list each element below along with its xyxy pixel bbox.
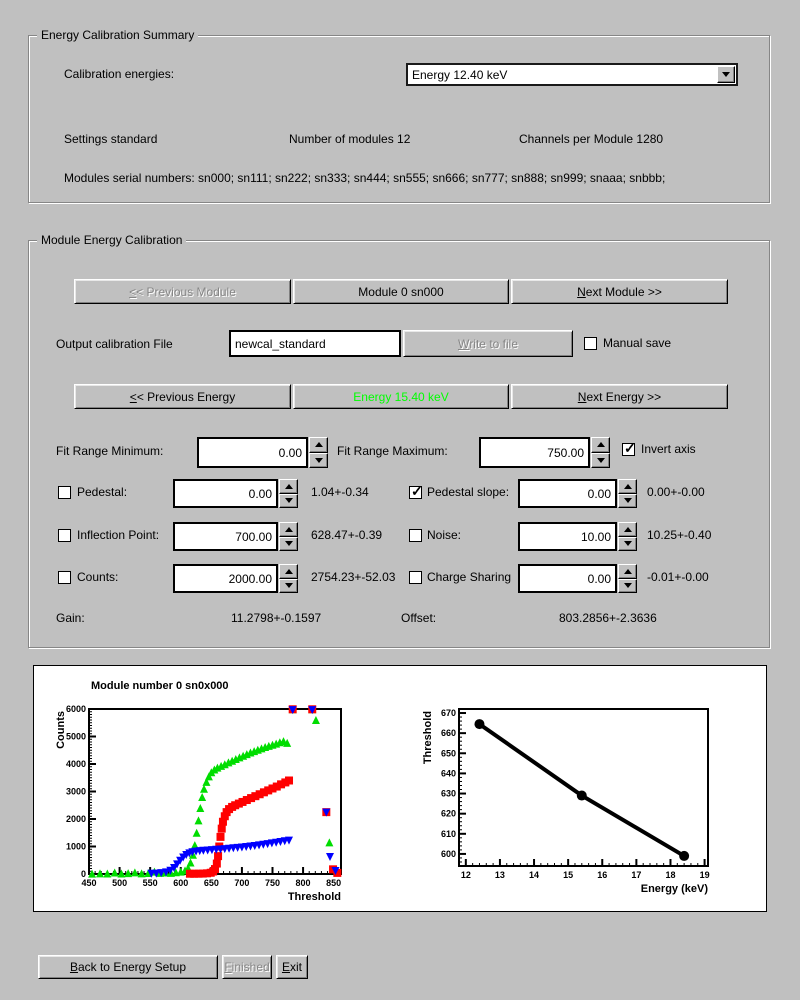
group-title: Module Energy Calibration	[37, 233, 186, 248]
pedestal-spin-up-button[interactable]	[279, 479, 298, 494]
fit-min-spin-up-button[interactable]	[309, 437, 328, 453]
counts-fit-result: 2754.23+-52.03	[311, 570, 396, 584]
pedestal-spinbox[interactable]	[173, 479, 298, 508]
fit-range-maximum-spinbox[interactable]	[479, 437, 610, 468]
svg-text:610: 610	[440, 828, 456, 839]
noise-spinbox[interactable]	[518, 522, 637, 551]
module-energy-calibration-group	[28, 233, 770, 648]
triangle-down-icon	[597, 458, 605, 463]
triangle-up-icon	[285, 527, 293, 532]
svg-text:850: 850	[326, 878, 342, 888]
scan-curves-chart	[52, 692, 382, 906]
previous-module-button[interactable]: < < Previous Module	[74, 279, 291, 304]
output-file-label: Output calibration File	[56, 337, 173, 351]
charge-sharing-value[interactable]: 0.00	[518, 564, 617, 593]
dropdown-arrow-button[interactable]	[717, 66, 735, 83]
calibration-line-chart	[419, 692, 749, 906]
inflection-point-label: Inflection Point:	[77, 528, 160, 542]
charge-sharing-label: Charge Sharing	[427, 570, 512, 584]
svg-text:450: 450	[81, 878, 97, 888]
triangle-up-icon	[624, 484, 632, 489]
pedestal-spin-down-button[interactable]	[279, 494, 298, 509]
triangle-up-icon	[597, 442, 605, 447]
spin-arrows	[279, 479, 298, 508]
scan-chart-title: Module number 0 sn0x000	[91, 680, 229, 692]
pedestal-checkbox[interactable]	[58, 486, 71, 499]
svg-text:0: 0	[80, 869, 86, 879]
svg-text:5000: 5000	[65, 731, 86, 742]
calibration-energies-label: Calibration energies:	[64, 67, 175, 81]
pedestal-slope-label: Pedestal slope:	[427, 485, 510, 499]
pedestal-slope-spinbox[interactable]	[518, 479, 637, 508]
gain-value: 11.2798+-0.1597	[231, 611, 322, 625]
noise-checkbox[interactable]	[409, 529, 422, 542]
charge-sharing-spinbox[interactable]	[518, 564, 637, 593]
charge-sharing-checkbox[interactable]	[409, 571, 422, 584]
pedestal-slope-value[interactable]: 0.00	[518, 479, 617, 508]
spin-arrows	[279, 564, 298, 593]
spin-arrows	[618, 522, 637, 551]
fit-max-spin-down-button[interactable]	[591, 453, 610, 469]
output-file-input[interactable]	[229, 330, 401, 357]
modules-count-label: Number of modules 12	[289, 132, 411, 146]
svg-text:19: 19	[699, 870, 710, 880]
current-module-button[interactable]: Module 0 sn000	[293, 279, 509, 304]
svg-text:650: 650	[440, 748, 456, 759]
inflection-point-checkbox[interactable]	[58, 529, 71, 542]
pedestal-value[interactable]: 0.00	[173, 479, 278, 508]
inflection-point-spinbox[interactable]	[173, 522, 298, 551]
svg-text:500: 500	[112, 878, 128, 888]
noise-spin-down-button[interactable]	[618, 537, 637, 552]
spin-arrows	[279, 522, 298, 551]
dropdown-value: Energy 12.40 keV	[412, 67, 508, 82]
svg-text:Threshold: Threshold	[287, 891, 341, 903]
pedestal-slope-fit-result: 0.00+-0.00	[647, 485, 705, 499]
svg-text:13: 13	[494, 870, 505, 880]
counts-spin-down-button[interactable]	[279, 579, 298, 594]
spin-arrows	[618, 564, 637, 593]
plot-panel	[33, 665, 767, 912]
spin-arrows	[591, 437, 610, 468]
noise-value[interactable]: 10.00	[518, 522, 617, 551]
charge-sharing-spin-down-button[interactable]	[618, 579, 637, 594]
svg-text:2000: 2000	[65, 814, 86, 824]
svg-text:660: 660	[440, 728, 456, 739]
chevron-down-icon	[722, 72, 730, 77]
pedestal-slope-spin-down-button[interactable]	[618, 494, 637, 509]
svg-text:6000: 6000	[65, 704, 86, 714]
svg-text:Threshold: Threshold	[422, 711, 434, 765]
svg-text:640: 640	[440, 768, 456, 779]
charge-sharing-fit-result: -0.01+-0.00	[647, 570, 709, 584]
inflection-spin-down-button[interactable]	[279, 537, 298, 552]
triangle-up-icon	[285, 484, 293, 489]
svg-text:670: 670	[440, 708, 456, 719]
svg-text:600: 600	[440, 848, 456, 859]
noise-fit-result: 10.25+-0.40	[647, 528, 712, 542]
svg-text:800: 800	[295, 878, 311, 888]
triangle-down-icon	[624, 541, 632, 546]
spin-arrows	[618, 479, 637, 508]
svg-text:Counts: Counts	[55, 711, 67, 749]
manual-save-checkbox[interactable]	[584, 337, 597, 350]
spin-arrows	[309, 437, 328, 468]
svg-text:1000: 1000	[65, 841, 86, 852]
exit-button[interactable]: E xit	[276, 955, 308, 979]
svg-text:650: 650	[203, 878, 219, 888]
svg-text:12: 12	[460, 870, 471, 880]
svg-text:700: 700	[234, 878, 250, 888]
offset-value: 803.2856+-2.3636	[559, 611, 657, 625]
triangle-up-icon	[624, 527, 632, 532]
back-to-energy-setup-button[interactable]: B ack to Energy Setup	[38, 955, 218, 979]
svg-text:600: 600	[173, 878, 189, 888]
triangle-up-icon	[624, 569, 632, 574]
write-to-file-button[interactable]: W rite to file	[403, 330, 573, 357]
fit-range-maximum-label: Fit Range Maximum:	[337, 444, 448, 458]
noise-spin-up-button[interactable]	[618, 522, 637, 537]
noise-label: Noise:	[427, 528, 462, 542]
inflection-point-fit-result: 628.47+-0.39	[311, 528, 383, 542]
pedestal-fit-result: 1.04+-0.34	[311, 485, 369, 499]
gain-label: Gain:	[56, 611, 85, 625]
counts-label: Counts:	[77, 570, 119, 584]
triangle-down-icon	[285, 498, 293, 503]
counts-spinbox[interactable]	[173, 564, 298, 593]
calibration-energies-dropdown[interactable]	[406, 63, 738, 86]
next-energy-button[interactable]: N ext Energy >>	[511, 384, 728, 409]
offset-label: Offset:	[401, 611, 437, 625]
invert-axis-checkbox[interactable]	[622, 443, 635, 456]
fit-min-spin-down-button[interactable]	[309, 453, 328, 469]
channels-label: Channels per Module 1280	[519, 132, 664, 146]
fit-max-spin-up-button[interactable]	[591, 437, 610, 453]
svg-text:18: 18	[665, 870, 676, 880]
svg-text:550: 550	[142, 878, 158, 888]
triangle-down-icon	[285, 541, 293, 546]
counts-value[interactable]: 2000.00	[173, 564, 278, 593]
pedestal-slope-checkbox[interactable]	[409, 486, 422, 499]
serial-numbers-label: Modules serial numbers: sn000; sn111; sn222; sn333; sn444; sn555; sn666; sn777; sn888; sn999; snaaa; snbbb;	[64, 171, 666, 185]
pedestal-label: Pedestal:	[77, 485, 128, 499]
svg-text:750: 750	[264, 878, 281, 888]
triangle-down-icon	[285, 583, 293, 588]
svg-text:620: 620	[440, 808, 456, 819]
triangle-down-icon	[624, 498, 632, 503]
triangle-down-icon	[315, 458, 323, 463]
svg-text:15: 15	[563, 870, 574, 880]
current-energy-button[interactable]: Energy 15.40 keV	[293, 384, 509, 409]
counts-checkbox[interactable]	[58, 571, 71, 584]
pedestal-slope-spin-up-button[interactable]	[618, 479, 637, 494]
svg-text:Energy (keV): Energy (keV)	[640, 883, 708, 895]
manual-save-label: Manual save	[603, 336, 672, 350]
energy-calibration-summary-group	[28, 28, 770, 203]
inflection-spin-up-button[interactable]	[279, 522, 298, 537]
charge-sharing-spin-up-button[interactable]	[618, 564, 637, 579]
settings-label: Settings standard	[64, 132, 158, 146]
finished-button[interactable]: F inished	[222, 955, 272, 979]
fit-range-minimum-value[interactable]: 0.00	[197, 437, 308, 468]
counts-spin-up-button[interactable]	[279, 564, 298, 579]
triangle-up-icon	[315, 442, 323, 447]
svg-text:3000: 3000	[65, 786, 86, 797]
fit-range-maximum-value[interactable]: 750.00	[479, 437, 590, 468]
triangle-up-icon	[285, 569, 293, 574]
group-title: Energy Calibration Summary	[37, 28, 198, 43]
next-module-button[interactable]: N ext Module >>	[511, 279, 728, 304]
fit-range-minimum-spinbox[interactable]	[197, 437, 328, 468]
svg-text:16: 16	[597, 870, 608, 880]
triangle-down-icon	[624, 583, 632, 588]
svg-text:14: 14	[529, 870, 540, 880]
inflection-point-value[interactable]: 700.00	[173, 522, 278, 551]
svg-text:4000: 4000	[65, 759, 86, 769]
previous-energy-button[interactable]: < < Previous Energy	[74, 384, 291, 409]
fit-range-minimum-label: Fit Range Minimum:	[56, 444, 164, 458]
invert-axis-label: Invert axis	[641, 442, 696, 456]
svg-text:17: 17	[631, 870, 642, 880]
svg-text:630: 630	[440, 788, 456, 799]
